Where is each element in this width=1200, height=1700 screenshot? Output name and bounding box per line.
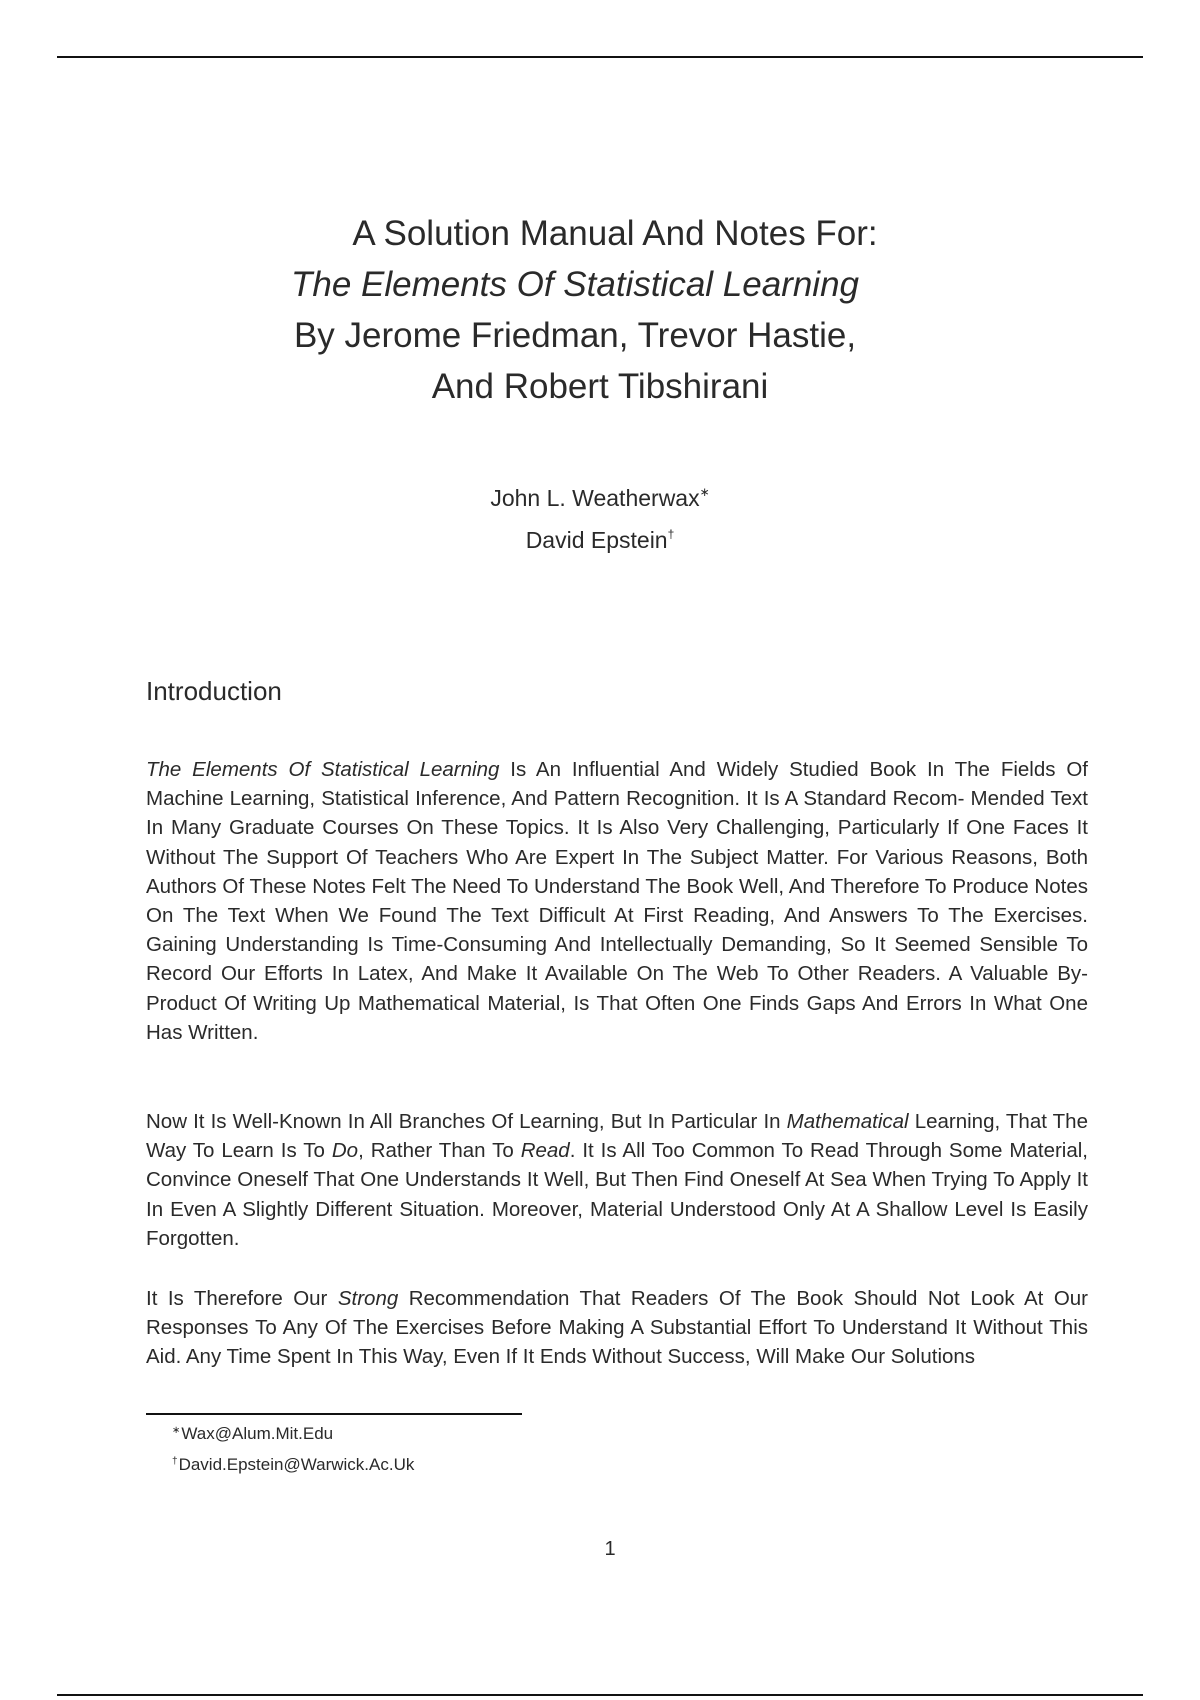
footnote-email: David.Epstein@Warwick.Ac.Uk: [178, 1455, 415, 1474]
footnote-1: [172, 1417, 414, 1448]
paragraph-text: Is An Influential And Widely Studied Book In The Fields Of Machine Learning, Statistical Inference, And Pattern Recognition. It Is A Standard Recom- Mended Text In Many Graduate Courses On These Topics. It Is Also Very Challenging, Particularly If One Faces It Without The Support Of Teachers Who Are Expert In The Subject Matter. For Various Reasons, Both Authors Of These Notes Felt The Need To Understand The Book Well, And Therefore To Produce Notes On The Text When We Found The Text Difficult At First Reading, And Answers To The Exercises. Gaining Understanding Is Time-Consuming And Intellectually Demanding, So It Seemed Sensible To Record Our Efforts In Latex, And Make It Available On The Web To Other Readers. A Valuable By-Product Of Writing Up Mathematical Material, Is That Often One Finds Gaps And Errors In What One Has Written.: [146, 758, 1089, 1044]
bottom-rule: [57, 1694, 1143, 1696]
title-line-3: By Jerome Friedman, Trevor Hastie,: [293, 316, 857, 355]
document-title: [200, 208, 1000, 412]
title-line-1: A Solution Manual And Notes For:: [352, 214, 878, 253]
author-name: John L. Weatherwax: [490, 485, 700, 511]
paragraph-text: . It Is All Too Common To Read Through Some Material, Convince Oneself That One Understands It Well, But Then Find Oneself At Sea When Trying To Apply It In Even A Slightly Different Situation. Moreover, Material Understood Only At A Shallow Level Is Easily Forgotten.: [146, 1139, 1089, 1250]
emphasis-do: Do: [331, 1139, 359, 1163]
footnotes: [172, 1417, 414, 1479]
emphasis-strong: Strong: [337, 1287, 399, 1310]
paragraph-1: [146, 755, 1088, 1047]
paragraph-text: It Is Therefore Our: [146, 1287, 338, 1310]
footnote-2: [172, 1448, 414, 1479]
footnote-email: Wax@Alum.Mit.Edu: [181, 1424, 334, 1443]
footnote-rule: [146, 1413, 522, 1415]
paragraph-2: [146, 1107, 1088, 1253]
paragraph-text: Now It Is Well-Known In All Branches Of Learning, But In Particular In: [146, 1110, 787, 1133]
book-title-italic: The Elements Of Statistical Learning: [146, 758, 500, 781]
footnote-marker: ∗: [172, 1425, 181, 1436]
page-number: 1: [604, 1538, 616, 1560]
title-line-4: And Robert Tibshirani: [431, 367, 769, 406]
footnote-marker: †: [172, 1456, 178, 1467]
section-heading-introduction: Introduction: [146, 676, 282, 706]
footnote-marker: ∗: [699, 485, 710, 499]
author-list: [400, 474, 800, 558]
top-rule: [57, 56, 1143, 58]
footnote-marker: †: [667, 527, 675, 541]
author-name: David Epstein: [525, 527, 668, 553]
paragraph-3: [146, 1284, 1088, 1372]
paragraph-text: , Rather Than To: [358, 1139, 521, 1163]
author-2: [400, 516, 800, 558]
paragraph-text: Recommendation That Readers Of The Book Should Not Look At Our Responses To Any Of The Exercises Before Making A Substantial Effort To Understand It Without This Aid. Any Time Spent In This Way, Even If It Ends Without Success, Will Make Our Solutions: [146, 1287, 1088, 1369]
author-1: [400, 474, 800, 516]
paragraph-text: Learning, That The Way To Learn Is To: [146, 1110, 1088, 1163]
emphasis-mathematical: Mathematical: [786, 1110, 909, 1133]
title-line-2-book-name: The Elements Of Statistical Learning: [290, 265, 860, 304]
emphasis-read: Read: [520, 1139, 570, 1163]
